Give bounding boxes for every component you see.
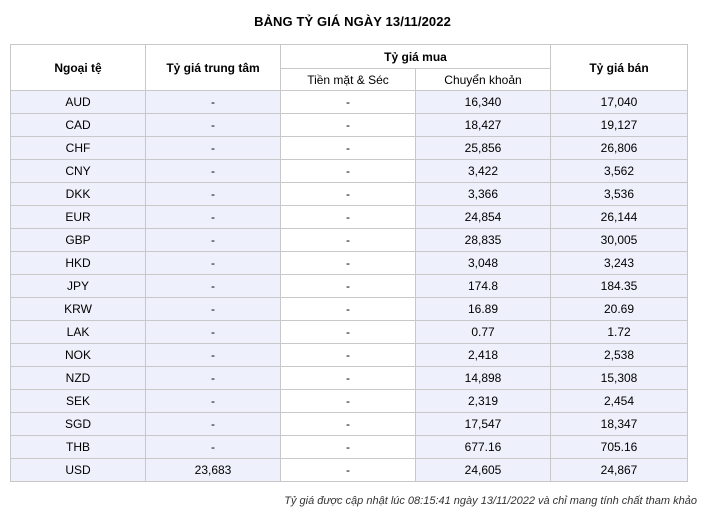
header-currency: Ngoại tệ bbox=[11, 45, 146, 91]
currency-cell: NOK bbox=[11, 344, 146, 367]
transfer-rate-cell: 0.77 bbox=[416, 321, 551, 344]
transfer-rate-cell: 3,422 bbox=[416, 160, 551, 183]
central-rate-cell: - bbox=[146, 114, 281, 137]
transfer-rate-cell: 2,319 bbox=[416, 390, 551, 413]
currency-cell: SGD bbox=[11, 413, 146, 436]
transfer-rate-cell: 2,418 bbox=[416, 344, 551, 367]
header-buy-rate: Tỷ giá mua bbox=[281, 45, 551, 69]
cash-rate-cell: - bbox=[281, 183, 416, 206]
central-rate-cell: - bbox=[146, 367, 281, 390]
currency-cell: CHF bbox=[11, 137, 146, 160]
cash-rate-cell: - bbox=[281, 344, 416, 367]
table-row bbox=[11, 91, 688, 114]
currency-cell: THB bbox=[11, 436, 146, 459]
currency-cell: HKD bbox=[11, 252, 146, 275]
currency-cell: JPY bbox=[11, 275, 146, 298]
header-sell-rate: Tỷ giá bán bbox=[551, 45, 688, 91]
table-row bbox=[11, 367, 688, 390]
table-body bbox=[11, 91, 688, 482]
transfer-rate-cell: 28,835 bbox=[416, 229, 551, 252]
update-footnote: Tỷ giá được cập nhật lúc 08:15:41 ngày 13/11/2022 và chỉ mang tính chất tham khảo bbox=[284, 495, 697, 507]
central-rate-cell: - bbox=[146, 413, 281, 436]
transfer-rate-cell: 18,427 bbox=[416, 114, 551, 137]
currency-cell: KRW bbox=[11, 298, 146, 321]
central-rate-cell: - bbox=[146, 229, 281, 252]
cash-rate-cell: - bbox=[281, 367, 416, 390]
central-rate-cell: - bbox=[146, 436, 281, 459]
sell-rate-cell: 1.72 bbox=[551, 321, 688, 344]
cash-rate-cell: - bbox=[281, 390, 416, 413]
table-row bbox=[11, 321, 688, 344]
currency-cell: NZD bbox=[11, 367, 146, 390]
currency-cell: CNY bbox=[11, 160, 146, 183]
cash-rate-cell: - bbox=[281, 114, 416, 137]
sell-rate-cell: 2,538 bbox=[551, 344, 688, 367]
header-central-rate: Tỷ giá trung tâm bbox=[146, 45, 281, 91]
currency-cell: GBP bbox=[11, 229, 146, 252]
cash-rate-cell: - bbox=[281, 229, 416, 252]
header-cash-cheque: Tiền mặt & Séc bbox=[281, 69, 416, 91]
central-rate-cell: - bbox=[146, 206, 281, 229]
table-row bbox=[11, 436, 688, 459]
table-row bbox=[11, 413, 688, 436]
currency-cell: CAD bbox=[11, 114, 146, 137]
sell-rate-cell: 24,867 bbox=[551, 459, 688, 482]
cash-rate-cell: - bbox=[281, 275, 416, 298]
cash-rate-cell: - bbox=[281, 413, 416, 436]
central-rate-cell: - bbox=[146, 91, 281, 114]
page-title: BẢNG TỶ GIÁ NGÀY 13/11/2022 bbox=[254, 14, 451, 29]
table-row bbox=[11, 183, 688, 206]
table-row bbox=[11, 390, 688, 413]
table-row bbox=[11, 137, 688, 160]
table-row bbox=[11, 275, 688, 298]
sell-rate-cell: 18,347 bbox=[551, 413, 688, 436]
sell-rate-cell: 705.16 bbox=[551, 436, 688, 459]
cash-rate-cell: - bbox=[281, 206, 416, 229]
sell-rate-cell: 26,144 bbox=[551, 206, 688, 229]
currency-cell: SEK bbox=[11, 390, 146, 413]
table-row bbox=[11, 252, 688, 275]
cash-rate-cell: - bbox=[281, 459, 416, 482]
sell-rate-cell: 15,308 bbox=[551, 367, 688, 390]
sell-rate-cell: 19,127 bbox=[551, 114, 688, 137]
transfer-rate-cell: 14,898 bbox=[416, 367, 551, 390]
table-row bbox=[11, 298, 688, 321]
transfer-rate-cell: 677.16 bbox=[416, 436, 551, 459]
transfer-rate-cell: 3,048 bbox=[416, 252, 551, 275]
sell-rate-cell: 26,806 bbox=[551, 137, 688, 160]
cash-rate-cell: - bbox=[281, 436, 416, 459]
central-rate-cell: - bbox=[146, 390, 281, 413]
sell-rate-cell: 30,005 bbox=[551, 229, 688, 252]
central-rate-cell: - bbox=[146, 275, 281, 298]
table-row bbox=[11, 229, 688, 252]
sell-rate-cell: 3,562 bbox=[551, 160, 688, 183]
exchange-rate-table bbox=[10, 44, 688, 482]
central-rate-cell: - bbox=[146, 183, 281, 206]
sell-rate-cell: 20.69 bbox=[551, 298, 688, 321]
cash-rate-cell: - bbox=[281, 137, 416, 160]
currency-cell: USD bbox=[11, 459, 146, 482]
sell-rate-cell: 3,243 bbox=[551, 252, 688, 275]
transfer-rate-cell: 16.89 bbox=[416, 298, 551, 321]
cash-rate-cell: - bbox=[281, 160, 416, 183]
transfer-rate-cell: 24,605 bbox=[416, 459, 551, 482]
central-rate-cell: - bbox=[146, 321, 281, 344]
transfer-rate-cell: 24,854 bbox=[416, 206, 551, 229]
table-row bbox=[11, 160, 688, 183]
table-row bbox=[11, 114, 688, 137]
transfer-rate-cell: 3,366 bbox=[416, 183, 551, 206]
table-row bbox=[11, 344, 688, 367]
transfer-rate-cell: 25,856 bbox=[416, 137, 551, 160]
central-rate-cell: - bbox=[146, 344, 281, 367]
cash-rate-cell: - bbox=[281, 91, 416, 114]
transfer-rate-cell: 16,340 bbox=[416, 91, 551, 114]
table-row bbox=[11, 459, 688, 482]
central-rate-cell: - bbox=[146, 160, 281, 183]
sell-rate-cell: 17,040 bbox=[551, 91, 688, 114]
currency-cell: DKK bbox=[11, 183, 146, 206]
transfer-rate-cell: 17,547 bbox=[416, 413, 551, 436]
cash-rate-cell: - bbox=[281, 321, 416, 344]
central-rate-cell: - bbox=[146, 298, 281, 321]
sell-rate-cell: 184.35 bbox=[551, 275, 688, 298]
currency-cell: AUD bbox=[11, 91, 146, 114]
currency-cell: EUR bbox=[11, 206, 146, 229]
currency-cell: LAK bbox=[11, 321, 146, 344]
cash-rate-cell: - bbox=[281, 252, 416, 275]
cash-rate-cell: - bbox=[281, 298, 416, 321]
table-row bbox=[11, 206, 688, 229]
sell-rate-cell: 2,454 bbox=[551, 390, 688, 413]
central-rate-cell: - bbox=[146, 137, 281, 160]
sell-rate-cell: 3,536 bbox=[551, 183, 688, 206]
transfer-rate-cell: 174.8 bbox=[416, 275, 551, 298]
central-rate-cell: - bbox=[146, 252, 281, 275]
central-rate-cell: 23,683 bbox=[146, 459, 281, 482]
table-header bbox=[11, 45, 688, 91]
header-transfer: Chuyển khoản bbox=[416, 69, 551, 91]
